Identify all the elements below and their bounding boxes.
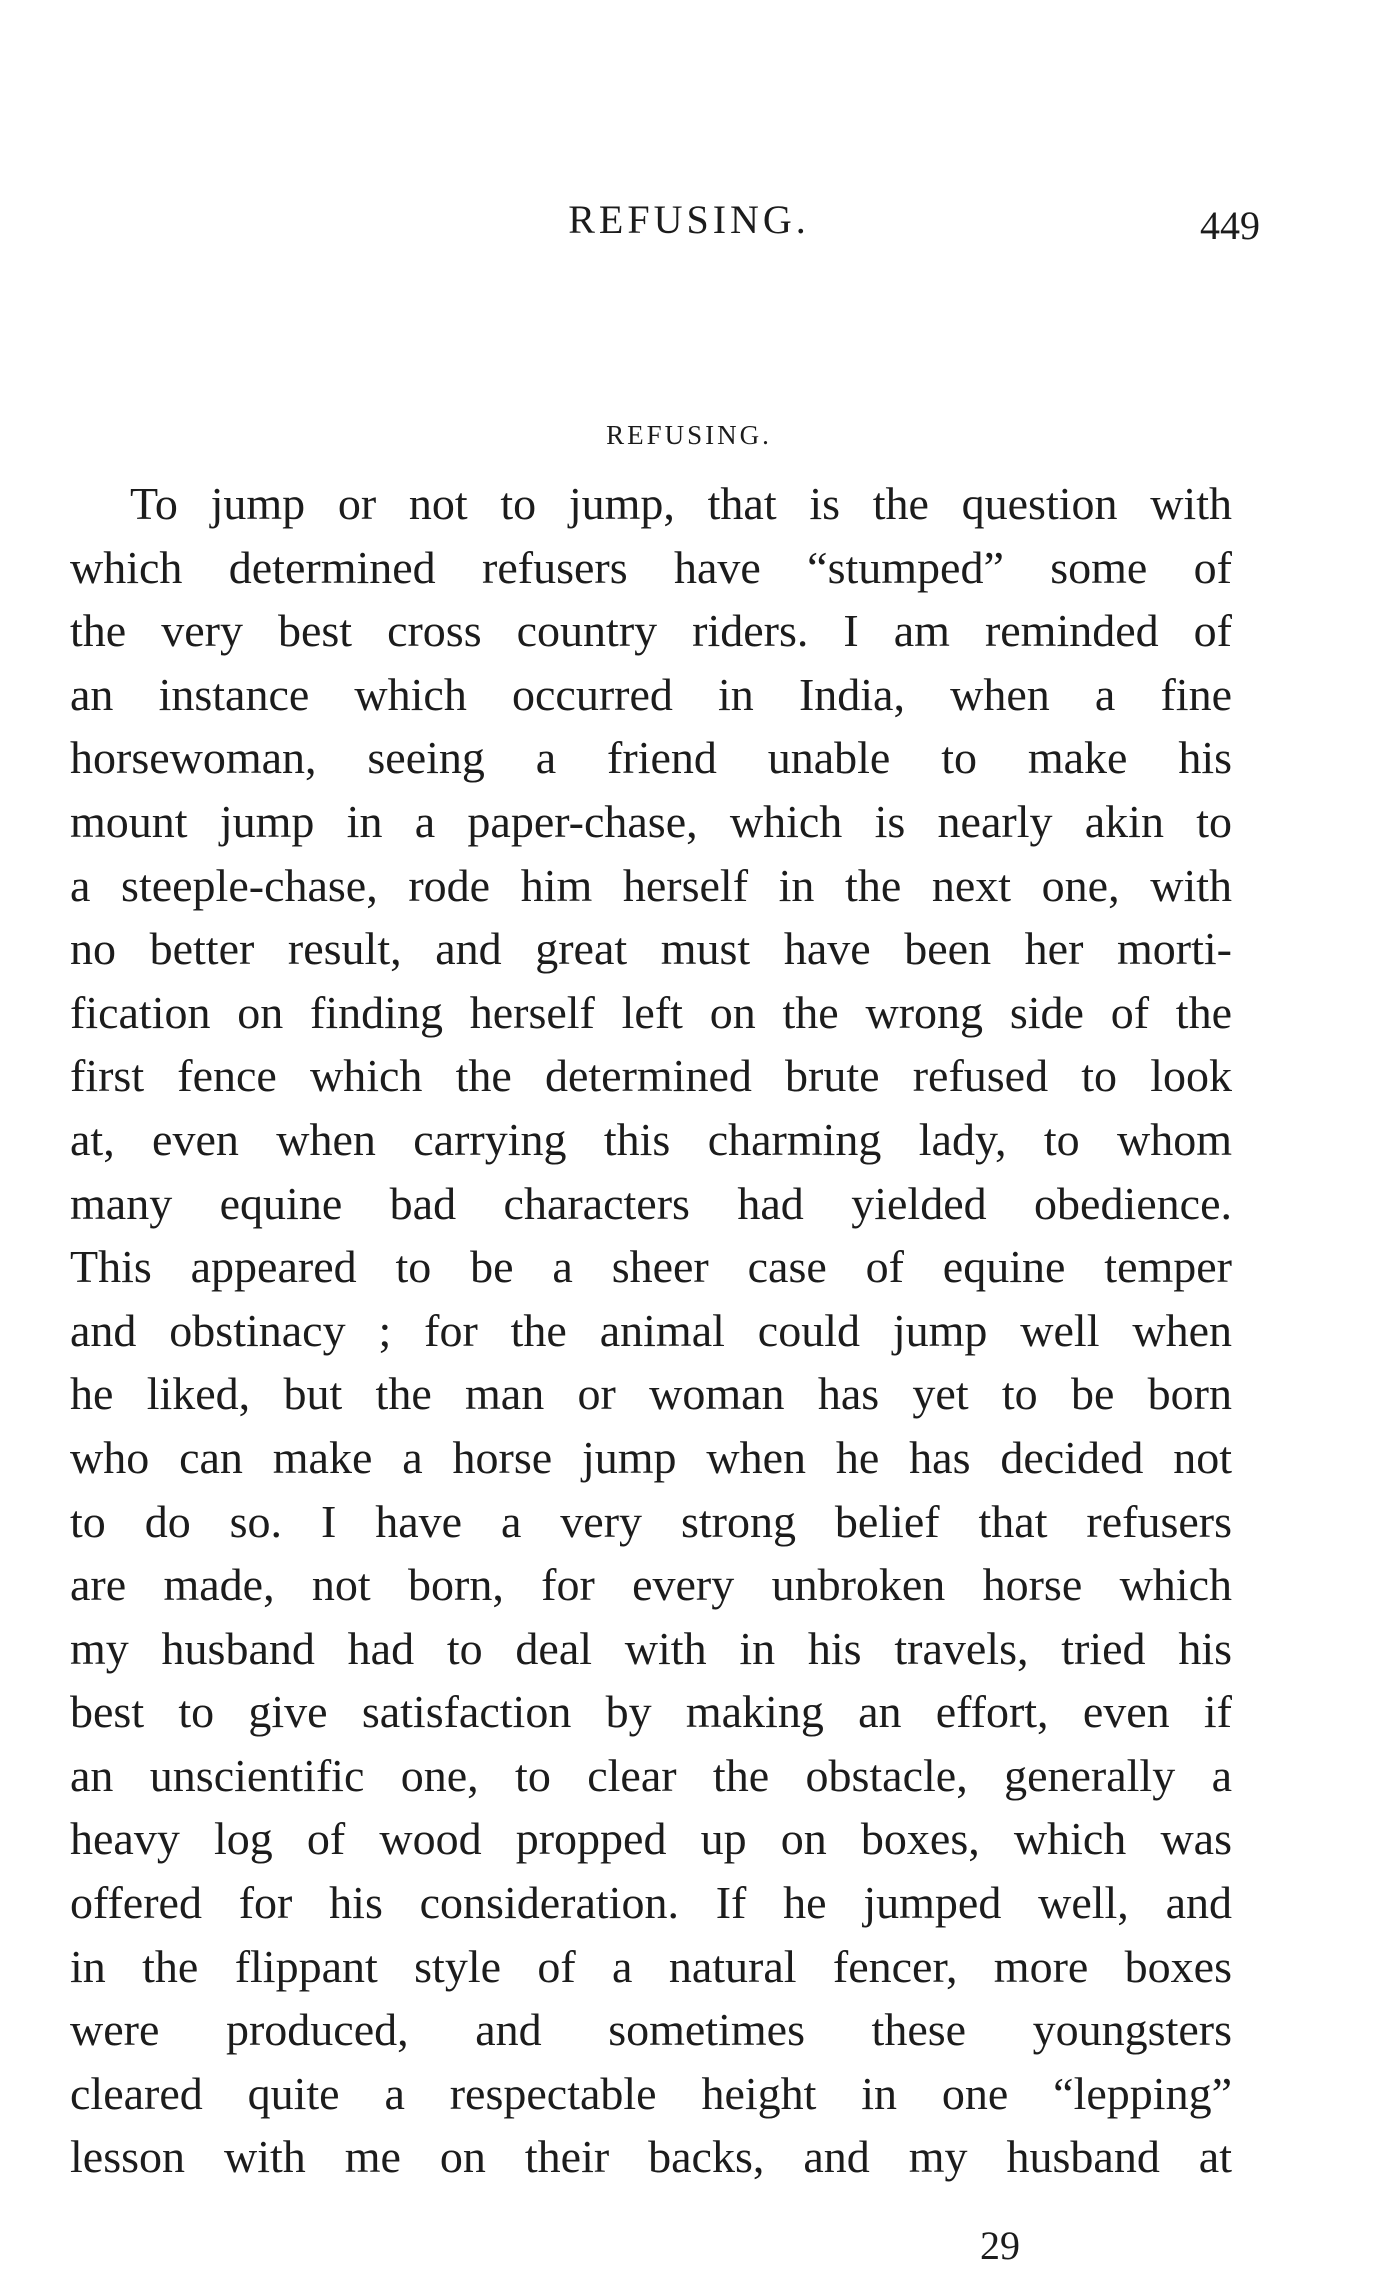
text-line: a steeple-chase, rode him herself in the next one, with	[70, 859, 1232, 911]
text-line: are made, not born, for every unbroken horse which	[70, 1559, 1232, 1611]
text-line: This appeared to be a sheer case of equine temper	[70, 1241, 1232, 1293]
text-line: heavy log of wood propped up on boxes, which was	[70, 1813, 1232, 1865]
text-line: mount jump in a paper-chase, which is nearly akin to	[70, 795, 1232, 847]
signature-mark: 29	[980, 2223, 1020, 2268]
text-line: were produced, and sometimes these youngsters	[70, 2004, 1232, 2056]
text-line: best to give satisfaction by making an effort, even if	[70, 1686, 1232, 1738]
text-line: and obstinacy ; for the animal could jump well when	[70, 1304, 1232, 1356]
text-line: no better result, and great must have been her morti-	[70, 923, 1232, 975]
text-line: in the flippant style of a natural fencer, more boxes	[70, 1940, 1232, 1992]
text-line: cleared quite a respectable height in one “lepping”	[70, 2067, 1232, 2119]
text-line: to do so. I have a very strong belief that refusers	[70, 1495, 1232, 1547]
running-title: REFUSING.	[568, 197, 810, 242]
text-line: fication on finding herself left on the wrong side of the	[70, 986, 1232, 1038]
text-line: offered for his consideration. If he jumped well, and	[70, 1877, 1232, 1929]
text-line: lesson with me on their backs, and my husband at	[70, 2131, 1232, 2183]
text-line: who can make a horse jump when he has decided not	[70, 1431, 1232, 1483]
text-line: an instance which occurred in India, when a fine	[70, 668, 1232, 720]
text-line: he liked, but the man or woman has yet to be born	[70, 1368, 1232, 1420]
text-line: which determined refusers have “stumped” some of	[70, 541, 1232, 593]
section-heading: REFUSING.	[606, 420, 772, 450]
text-line: To jump or not to jump, that is the question with	[130, 478, 1232, 529]
text-line: first fence which the determined brute refused to look	[70, 1050, 1232, 1102]
body-paragraph	[70, 472, 1232, 2189]
text-line: my husband had to deal with in his travels, tried his	[70, 1622, 1232, 1674]
text-line: the very best cross country riders. I am reminded of	[70, 605, 1232, 657]
running-head	[0, 196, 1378, 256]
text-line: an unscientific one, to clear the obstacle, generally a	[70, 1749, 1232, 1801]
text-line: at, even when carrying this charming lady, to whom	[70, 1113, 1232, 1165]
text-line: many equine bad characters had yielded obedience.	[70, 1177, 1232, 1229]
page-number: 449	[1200, 203, 1260, 248]
text-line: horsewoman, seeing a friend unable to make his	[70, 732, 1232, 784]
